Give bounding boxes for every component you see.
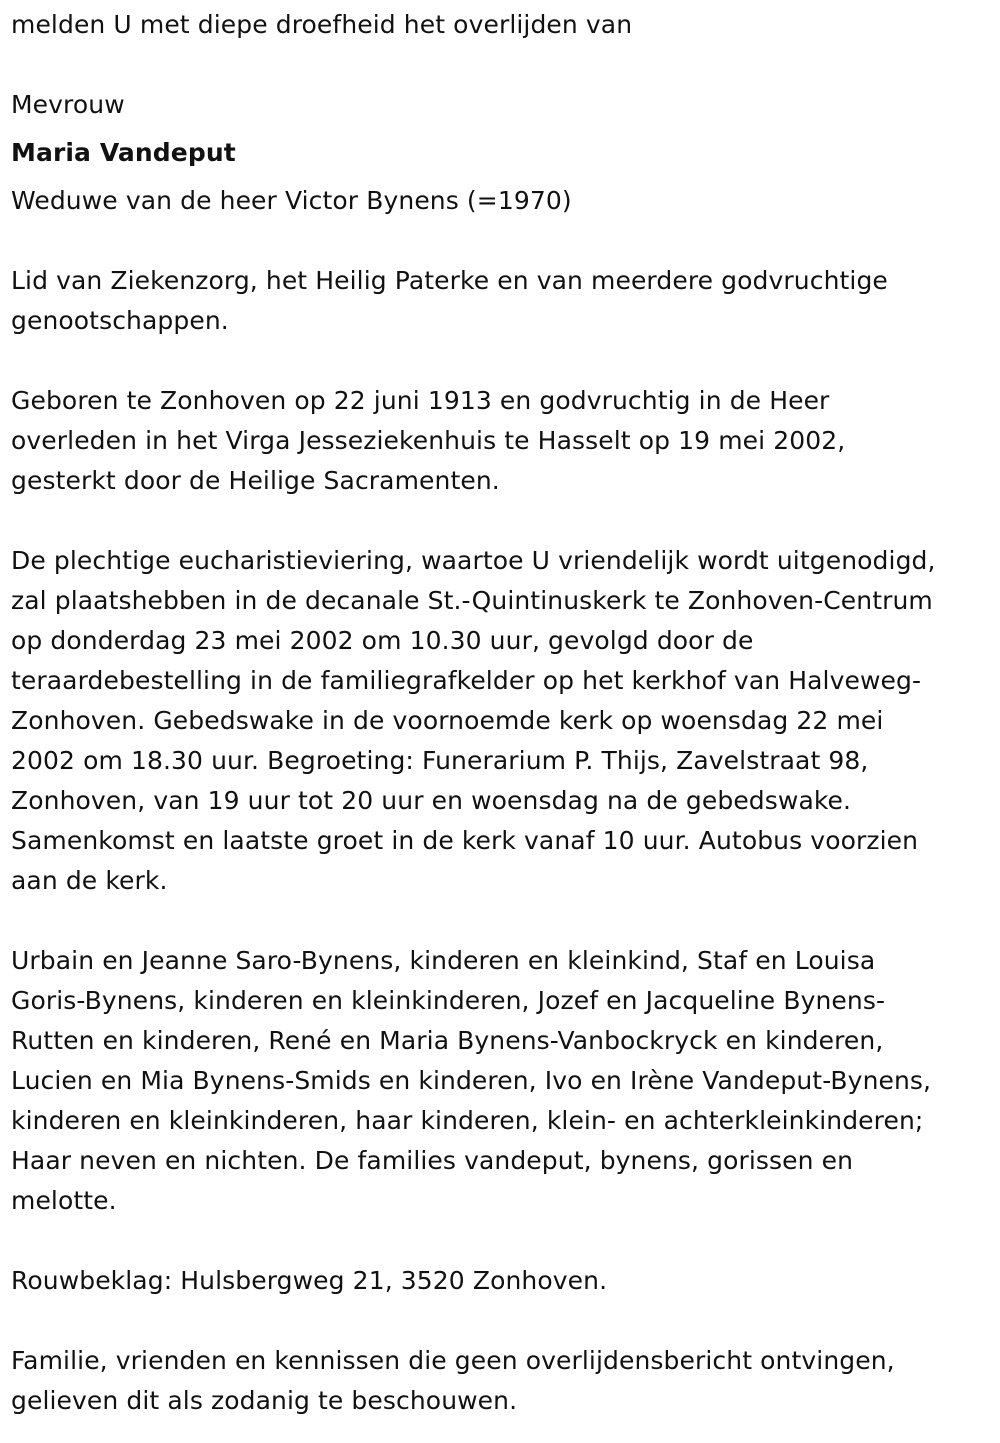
- family-paragraph: [11, 941, 988, 1221]
- spacer: [11, 901, 988, 941]
- paragraph-line: kinderen en kleinkinderen, haar kinderen, klein- en achterkleinkinderen;: [11, 1106, 924, 1135]
- ceremony-paragraph: [11, 541, 988, 901]
- deceased-name: Maria Vandeput: [11, 138, 236, 167]
- paragraph-line: 2002 om 18.30 uur. Begroeting: Funerarium P. Thijs, Zavelstraat 98,: [11, 746, 869, 775]
- birth-death-paragraph: [11, 381, 988, 501]
- paragraph-line: op donderdag 23 mei 2002 om 10.30 uur, gevolgd door de: [11, 626, 754, 655]
- intro-line: melden U met diepe droefheid het overlijden van: [11, 10, 633, 39]
- membership-paragraph: [11, 261, 988, 341]
- widow-of-line: Weduwe van de heer Victor Bynens (=1970): [11, 186, 572, 215]
- paragraph-line: Goris-Bynens, kinderen en kleinkinderen, Jozef en Jacqueline Bynens-: [11, 986, 886, 1015]
- paragraph-line: De plechtige eucharistieviering, waartoe U vriendelijk wordt uitgenodigd,: [11, 546, 936, 575]
- paragraph-line: Lid van Ziekenzorg, het Heilig Paterke en van meerdere godvruchtige: [11, 266, 888, 295]
- paragraph-line: genootschappen.: [11, 306, 229, 335]
- paragraph-line: Zonhoven. Gebedswake in de voornoemde kerk op woensdag 22 mei: [11, 706, 884, 735]
- spacer: [11, 501, 988, 541]
- paragraph-line: Geboren te Zonhoven op 22 juni 1913 en godvruchtig in de Heer: [11, 386, 830, 415]
- obituary-notice: [0, 5, 1000, 1421]
- condolence-address: Rouwbeklag: Hulsbergweg 21, 3520 Zonhoven.: [11, 1266, 608, 1295]
- paragraph-line: Urbain en Jeanne Saro-Bynens, kinderen en kleinkind, Staf en Louisa: [11, 946, 876, 975]
- paragraph-line: gelieven dit als zodanig te beschouwen.: [11, 1386, 518, 1415]
- paragraph-line: gesterkt door de Heilige Sacramenten.: [11, 466, 500, 495]
- paragraph-line: zal plaatshebben in de decanale St.-Quintinuskerk te Zonhoven-Centrum: [11, 586, 933, 615]
- paragraph-line: melotte.: [11, 1186, 117, 1215]
- paragraph-line: Familie, vrienden en kennissen die geen overlijdensbericht ontvingen,: [11, 1346, 895, 1375]
- spacer: [11, 221, 988, 261]
- paragraph-line: Lucien en Mia Bynens-Smids en kinderen, Ivo en Irène Vandeput-Bynens,: [11, 1066, 932, 1095]
- salutation: Mevrouw: [11, 90, 125, 119]
- paragraph-line: Haar neven en nichten. De families vandeput, bynens, gorissen en: [11, 1146, 854, 1175]
- paragraph-line: Rutten en kinderen, René en Maria Bynens-Vanbockryck en kinderen,: [11, 1026, 884, 1055]
- paragraph-line: Zonhoven, van 19 uur tot 20 uur en woensdag na de gebedswake.: [11, 786, 852, 815]
- paragraph-line: Samenkomst en laatste groet in de kerk vanaf 10 uur. Autobus voorzien: [11, 826, 919, 855]
- paragraph-line: aan de kerk.: [11, 866, 168, 895]
- spacer: [11, 341, 988, 381]
- paragraph-line: overleden in het Virga Jesseziekenhuis te Hasselt op 19 mei 2002,: [11, 426, 846, 455]
- closing-paragraph: [11, 1341, 988, 1421]
- paragraph-line: teraardebestelling in de familiegrafkelder op het kerkhof van Halveweg-: [11, 666, 922, 695]
- spacer: [11, 45, 988, 85]
- spacer: [11, 1301, 988, 1341]
- spacer: [11, 1221, 988, 1261]
